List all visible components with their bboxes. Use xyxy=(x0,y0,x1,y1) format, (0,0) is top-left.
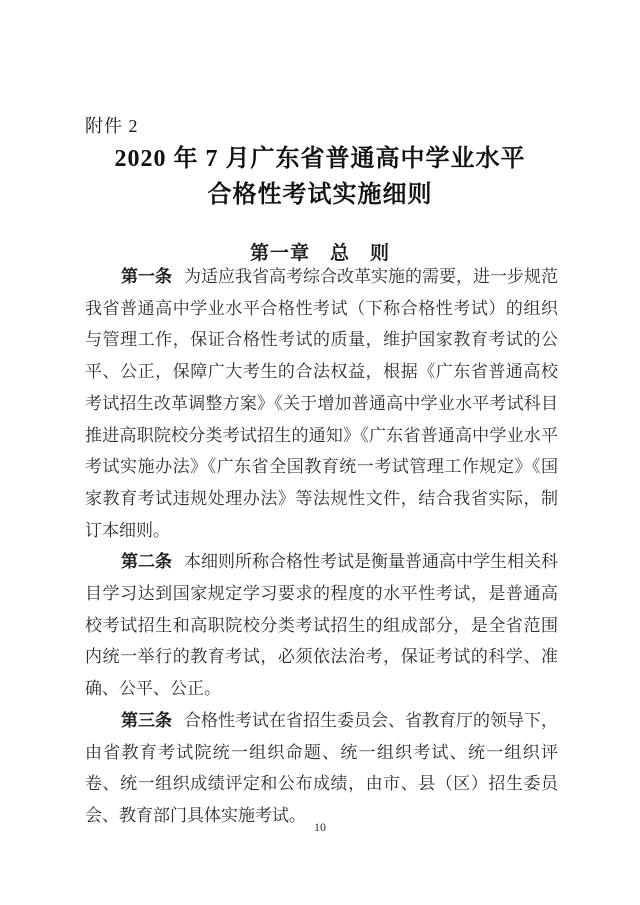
attachment-label: 附件 2 xyxy=(85,116,139,136)
article-paragraph-2 xyxy=(85,546,558,705)
article-1-label: 第一条 xyxy=(121,267,172,286)
chapter-heading: 第一章 总 则 xyxy=(249,243,390,264)
page-number: 10 xyxy=(314,820,326,834)
article-2-label: 第二条 xyxy=(121,552,172,572)
document-title xyxy=(0,141,640,213)
article-1-text: 为适应我省高考综合改革实施的需要，进一步规范我省普通高中学业水平合格性考试（下称合格性考试）的组织与管理工作，保证合格性考试的质量，维护国家教育考试的公平、公正，保障广大考生的合法权益，根据《广东省普通高校考试招生改革调整方案》《关于增加普通高中学业水平考试科目推进高职院校分类考试招生的通知》《广东省普通高中学业水平考试实施办法》《广东省全国教育统一考试管理工作规定》《国家教育考试违规处理办法》等法规性文件，结合我省实际，制订本细则。 xyxy=(85,267,558,540)
title-line-2: 合格性考试实施细则 xyxy=(207,182,433,208)
article-paragraph-1 xyxy=(85,261,558,546)
document-body xyxy=(85,261,558,832)
article-3-text: 合格性考试在省招生委员会、省教育厅的领导下，由省教育考试院统一组织命题、统一组织考试、统一组织评卷、统一组织成绩评定和公布成绩，由市、县（区）招生委员会、教育部门具体实施考试。 xyxy=(85,710,558,825)
article-2-text: 本细则所称合格性考试是衡量普通高中学生相关科目学习达到国家规定学习要求的程度的水平性考试，是普通高校考试招生和高职院校分类考试招生的组成部分，是全省范围内统一举行的教育考试，必须依法治考，保证考试的科学、准确、公平、公正。 xyxy=(85,552,558,699)
article-paragraph-3 xyxy=(85,705,558,832)
article-3-label: 第三条 xyxy=(121,710,172,730)
title-line-1: 2020 年 7 月广东省普通高中学业水平 xyxy=(114,146,526,172)
